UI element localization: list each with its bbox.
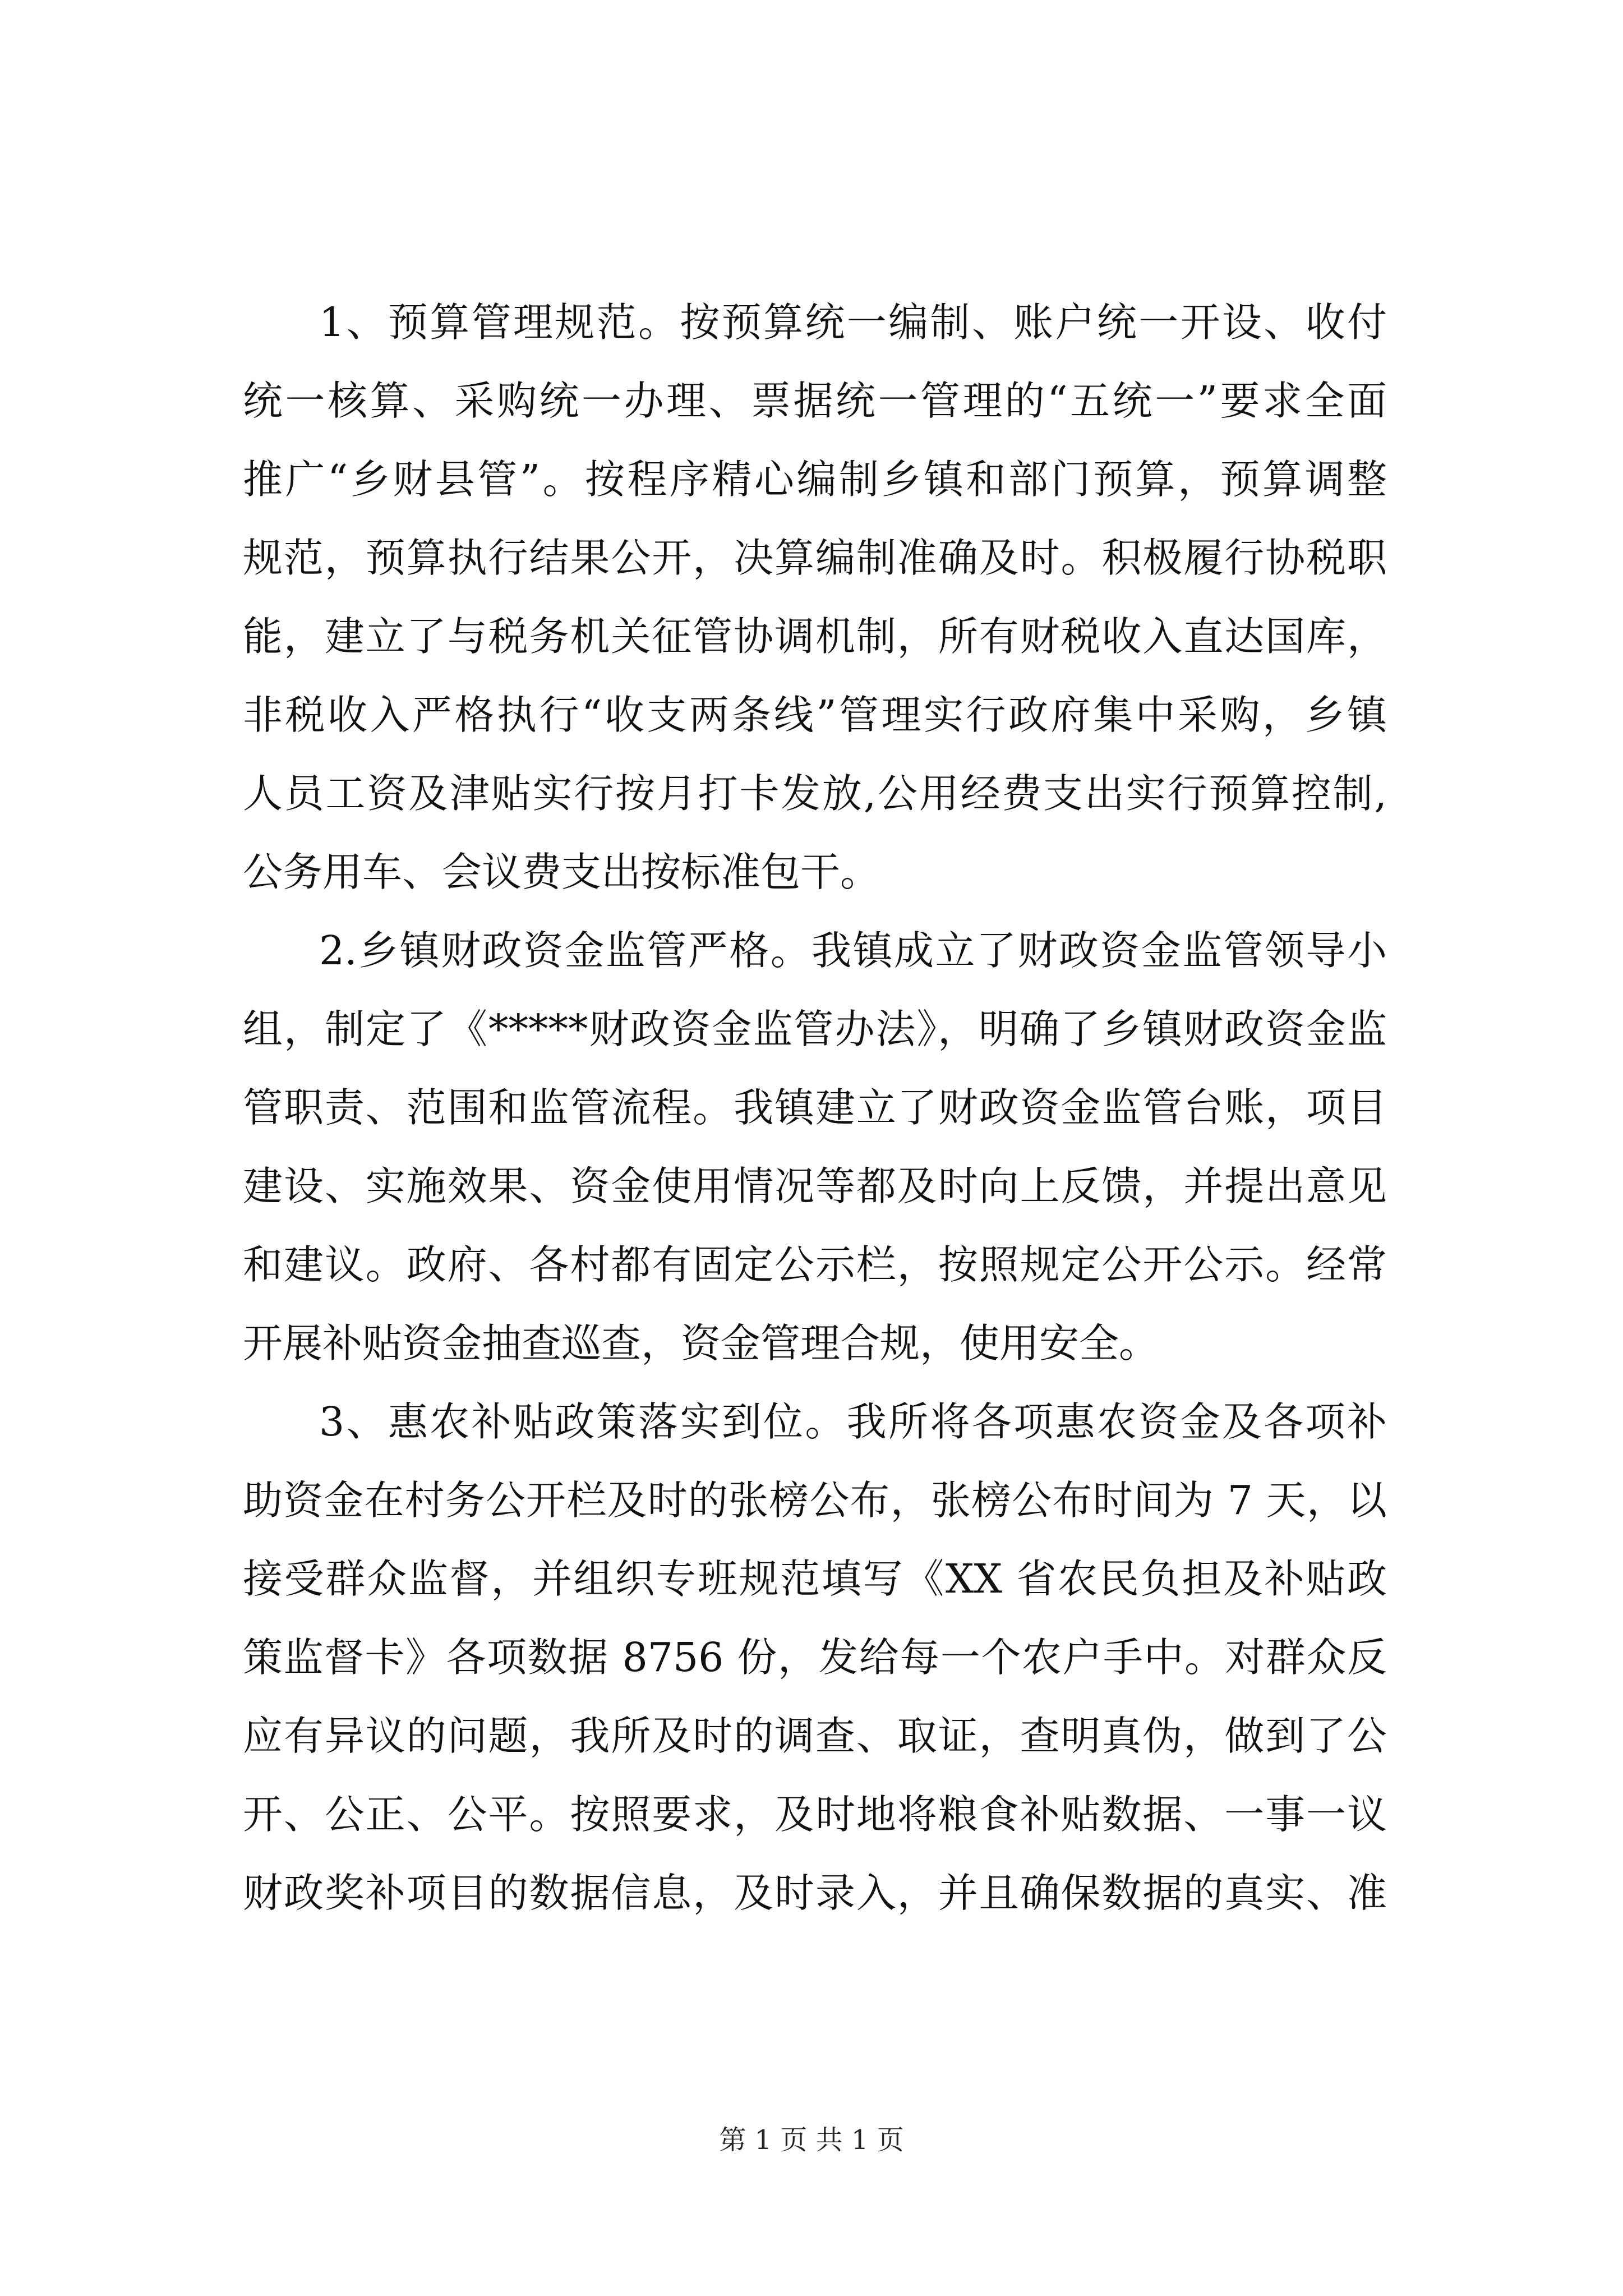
paragraph-2-line-3: 管职责、范围和监管流程。我镇建立了财政资金监管台账，项目 bbox=[243, 1084, 1387, 1131]
paragraph-2-line-1: 2.乡镇财政资金监管严格。我镇成立了财政资金监管领导小 bbox=[319, 927, 1387, 974]
paragraph-2-line-2: 组，制定了《*****财政资金监管办法》，明确了乡镇财政资金监 bbox=[243, 1006, 1387, 1052]
paragraph-1-line-4: 规范，预算执行结果公开，决算编制准确及时。积极履行协税职 bbox=[243, 535, 1387, 581]
paragraph-3-line-7: 财政奖补项目的数据信息，及时录入，并且确保数据的真实、准 bbox=[243, 1870, 1387, 1916]
paragraph-3-line-2: 助资金在村务公开栏及时的张榜公布，张榜公布时间为 7 天，以 bbox=[243, 1477, 1387, 1524]
paragraph-3-line-1: 3、惠农补贴政策落实到位。我所将各项惠农资金及各项补 bbox=[319, 1398, 1387, 1445]
paragraph-1-line-2: 统一核算、采购统一办理、票据统一管理的“五统一”要求全面 bbox=[243, 378, 1387, 424]
paragraph-1-line-7: 人员工资及津贴实行按月打卡发放,公用经费支出实行预算控制, bbox=[243, 770, 1387, 817]
page-number-footer: 第 1 页 共 1 页 bbox=[719, 2124, 904, 2156]
paragraph-1-line-6: 非税收入严格执行“收支两条线”管理实行政府集中采购，乡镇 bbox=[243, 692, 1387, 738]
paragraph-1-line-1: 1、预算管理规范。按预算统一编制、账户统一开设、收付 bbox=[319, 299, 1387, 346]
paragraph-3-line-4: 策监督卡》各项数据 8756 份，发给每一个农户手中。对群众反 bbox=[243, 1634, 1387, 1681]
paragraph-1-line-5: 能，建立了与税务机关征管协调机制，所有财税收入直达国库， bbox=[243, 613, 1387, 660]
paragraph-2-line-6: 开展补贴资金抽查巡查，资金管理合规，使用安全。 bbox=[243, 1320, 1159, 1366]
paragraph-1-line-3: 推广“乡财县管”。按程序精心编制乡镇和部门预算，预算调整 bbox=[243, 456, 1387, 503]
paragraph-3-line-5: 应有异议的问题，我所及时的调查、取证，查明真伪，做到了公 bbox=[243, 1713, 1387, 1759]
paragraph-2-line-4: 建设、实施效果、资金使用情况等都及时向上反馈，并提出意见 bbox=[243, 1163, 1387, 1209]
paragraph-2-line-5: 和建议。政府、各村都有固定公示栏，按照规定公开公示。经常 bbox=[243, 1241, 1387, 1288]
paragraph-3-line-6: 开、公正、公平。按照要求，及时地将粮食补贴数据、一事一议 bbox=[243, 1791, 1387, 1838]
paragraph-3-line-3: 接受群众监督，并组织专班规范填写《XX 省农民负担及补贴政 bbox=[243, 1556, 1387, 1602]
paragraph-1-line-8: 公务用车、会议费支出按标准包干。 bbox=[243, 849, 880, 895]
